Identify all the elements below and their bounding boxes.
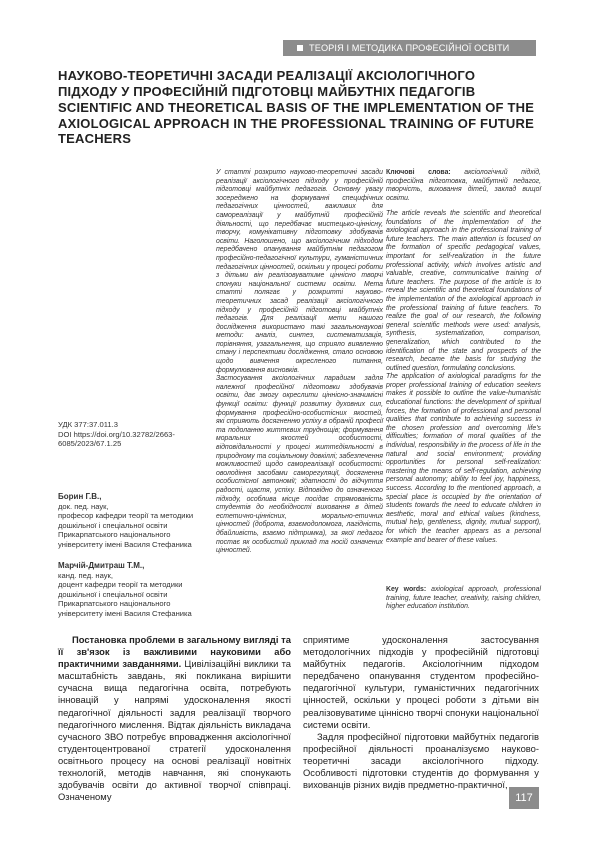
keywords-text: аксіологічний підхід, професійна підготовка, майбутній педагог, творчість, виховання дітей, заклад вищої освіти. [386, 169, 541, 202]
square-bullet-icon [297, 45, 303, 51]
body-paragraph: Задля професійної підготовки майбутніх педагогів професійної діяльності проаналізуємо науково-теоретичні засади аксіологічного підходу. Особливості підготовки студентів до формування у вихованців різних видів предметно-практичної, [303, 730, 539, 791]
body-paragraph [58, 634, 291, 803]
author-block-1 [58, 492, 208, 550]
doi-link[interactable]: DOI https://doi.org/10.32782/2663-6085/2023/67.1.25 [58, 429, 175, 449]
section-header [283, 40, 536, 56]
abstract-ua: У статті розкрито науково-теоретичні засади реалізації аксіологічного підходу у професійній підготовці майбутніх педагогів. Основну увагу зосереджено на формуванні специфічних педагогічних цінностей, важливих для самореалізації у майбутній професійній діяльності, що передбачає мистецько-ціннісну, творчу, комунікативну підготовку здобувачів освіти. Наголошено, що аксіологічним підходом передбачено опанування майбутнім педагогом професійно-педагогічної культури, гуманістичних педагогічних цінностей, оскільки у процесі роботи з дітьми він реалізовуватиме ціннісно творчі спонуки національної системи освіти. Мета статті полягає у розкритті науково-теоретичних засад реалізації аксіологічного підходу у професійній підготовці майбутніх педагогів. Для реалізації мети нашого дослідження використано такі загальнонаукові методи: аналіз, синтез, систематизація, порівняння, узагальнення, що сприяло виявленню стану і перспективи дослідження, стало основою щодо вивчення окресленого питання, формулювання висновків. Застосування аксіологічних парадигм задля належної професійної підготовки здобувачів освіти, дає змогу окреслити ціннісно-значимісні функції освіти: функції розвитку духовних сил, формування професійно-особистісних якостей, які сприяють досягненню успіху в обраній професії та подоланню життєвих труднощів; формування моральних якостей особистості, відповідальності у процесі життєдіяльності в природному та соціальному довкіллі; забезпечення можливостей щодо самореалізації особистості: оволодіння засобами саморегуляції, досягнення особистісної автономії; здатності до відчуття радості, щастя, успіху. Відповідно до означеного підходу, особлива місце посідає спрямованість студентів до необхідності виховання в дітей естетично-ціннісних, морально-етичних цінностей (доброта, взаємодопомога, лагідність, дбайливість, взаємо підтримка), за якої педагог постає як особистий приклад та носій означених цінностей. [216, 169, 383, 555]
author-block-2 [58, 561, 208, 619]
author-name: Марчій-Дмитраш Т.М., [58, 561, 145, 570]
article-title-ua: НАУКОВО-ТЕОРЕТИЧНІ ЗАСАДИ РЕАЛІЗАЦІЇ АКСІОЛОГІЧНОГО ПІДХОДУ У ПРОФЕСІЙНІЙ ПІДГОТОВЦІ МАЙБУТНІХ ПЕДАГОГІВ [58, 68, 476, 99]
keywords-ua [386, 169, 541, 203]
page-number: 117 [509, 787, 539, 809]
abstract-en: The article reveals the scientific and theoretical foundations of the implementation of the axiological approach in the professional training of future teachers. The main attention is focused on the formation of specific pedagogical values, important for self-realization in the future professional activity, which involves artistic and valuable, creative, communicative training of future teachers. The purpose of the article is to reveal the scientific and theoretical foundations of the implementation of the axiological approach in the professional training of future teachers. To realize the goal of our research, the following general scientific methods were used: analysis, synthesis, systematization, comparison, generalization, which contributed to the identification of the state and prospects of the research, became the basis for studying the outlined question, formulating conclusions. The application of axiological paradigms for the proper professional training of education seekers makes it possible to outline the value-humanistic educational functions: the development of spiritual forces, the formation of professional and personal qualities that contribute to achieving success in the chosen profession and overcoming life's difficulties; formation of moral qualities of the individual, responsibility in the process of life in the natural and social environment; providing opportunities for personal self-realization: mastering the means of self-regulation, achieving personal autonomy; ability to feel joy, happiness, success. According to the mentioned approach, a special place is occupied by the orientation of students towards the need to educate children in aesthetic, moral and ethical values (kindness, mutual help, gentleness, dignity, mutual support), for which the teacher appears as a personal example and bearer of these values. [386, 210, 541, 544]
body-column-right [303, 634, 539, 791]
body-paragraph: сприятиме удосконалення застосування методологічних підходів у професійній підготовці майбутніх педагогів. Аксіологічним підходом передбачено опанування студентом професійно-педагогічної культури, гуманістичних педагогічних цінностей, оскільки у процесі роботи з дітьми він реалізовуватиме ціннісно творчі спонуки національної системи освіти. [303, 634, 539, 730]
udk-code: УДК 377:37.011.3 [58, 420, 118, 429]
author-affiliation: канд. пед. наук, доцент кафедри теорії та методики дошкільної і спеціальної освіти Прикарпатського національного університету імені Василя Стефаника [58, 570, 192, 618]
article-title-en: SCIENTIFIC AND THEORETICAL BASIS OF THE IMPLEMENTATION OF THE AXIOLOGICAL APPROACH IN THE PROFESSIONAL TRAINING OF FUTURE TEACHERS [58, 100, 535, 146]
section-title: ТЕОРІЯ І МЕТОДИКА ПРОФЕСІЙНОЇ ОСВІТИ [309, 43, 510, 53]
author-name: Борин Г.В., [58, 492, 102, 501]
author-affiliation: док. пед. наук, професор кафедри теорії та методики дошкільної і спеціальної освіти Прикарпатського національного університету імені Василя Стефаника [58, 501, 194, 549]
citation-info [58, 420, 208, 449]
body-column-left [58, 634, 291, 803]
keywords-text: axiological approach, professional training, future teacher, creativity, raising children, higher education institution. [386, 586, 541, 611]
keywords-label: Key words: [386, 586, 427, 593]
keywords-label: Ключові слова: [386, 169, 451, 176]
problem-statement-heading: Постановка проблеми в загальному вигляді та її зв'язок із важливими науковими або практичними завданнями. [58, 634, 291, 670]
body-text: Цивілізаційні виклики та масштабність завдань, які покликана вирішити сучасна вища педагогічна освіта, потребують інновацій у напрямі удосконалення якості педагогічної діяльності задля реалізації творчого педагогічного мислення. Відтак діяльність викладача сучасного ЗВО потребує впровадження аксіологічної студентоцентрованої стратегії удосконалення освітнього процесу на основі реалізації новітніх технологій, методів навчання, які спонукають здобувачів освіти до активної творчої співпраці. Означеному [58, 658, 291, 803]
keywords-en [386, 586, 541, 612]
